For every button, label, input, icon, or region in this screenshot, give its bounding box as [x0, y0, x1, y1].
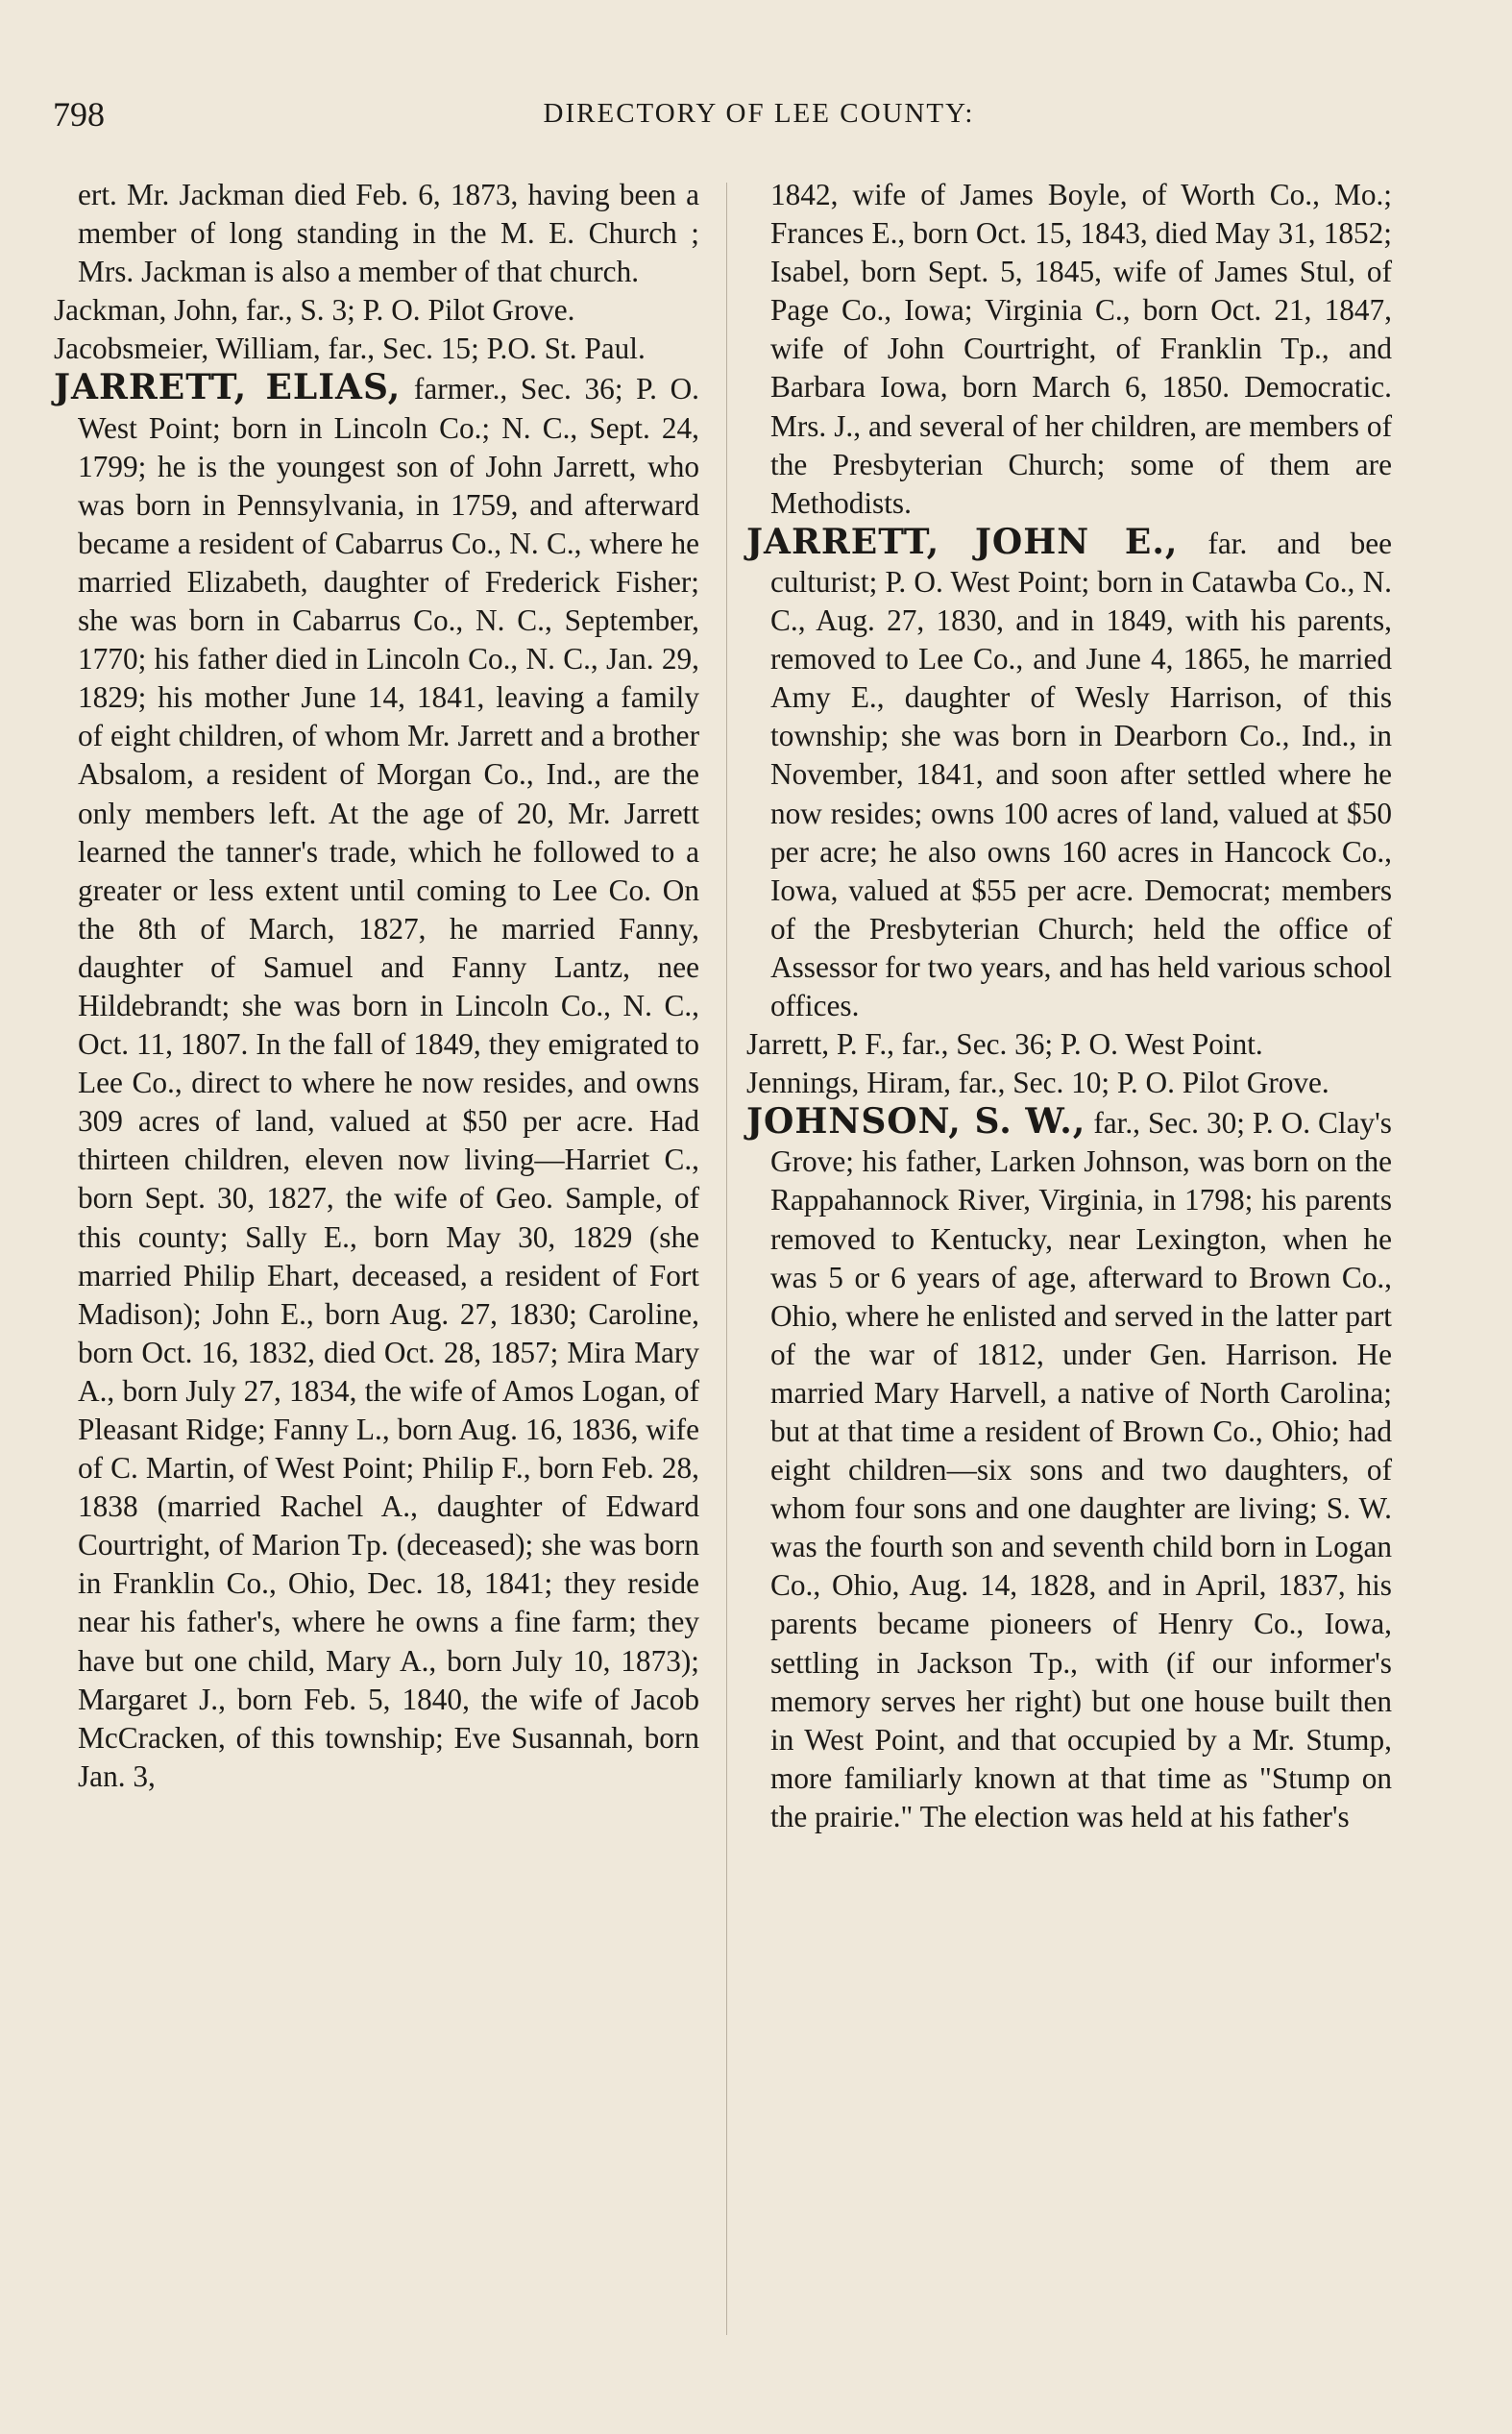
directory-entry — [746, 1025, 1392, 1064]
running-title: DIRECTORY OF LEE COUNTY: — [543, 98, 975, 129]
entry-name: JARRETT, JOHN E., — [746, 521, 1179, 562]
entry-text: Jarrett, P. F., far., Sec. 36; P. O. West Point. — [746, 1027, 1263, 1062]
directory-entry — [746, 523, 1392, 1025]
directory-entry — [54, 291, 699, 330]
entry-text: farmer., Sec. 36; P. O. West Point; born in Lincoln Co.; N. C., Sept. 24, 1799; he is the youngest son of John Jarrett, who was born in Pennsylvania, in 1759, and afterward became a resident of Cabarrus Co., N. C., where he married Elizabeth, daughter of Frederick Fisher; she was born in Cabarrus Co., N. C., September, 1770; his father died in Lincoln Co., N. C., Jan. 29, 1829; his mother June 14, 1841, leaving a family of eight children, of whom Mr. Jarrett and a brother Absalom, a resident of Morgan Co., Ind., are the only members left. At the age of 20, Mr. Jarrett learned the tanner's trade, which he followed to a greater or less extent until coming to Lee Co. On the 8th of March, 1827, he married Fanny, daughter of Samuel and Fanny Lantz, nee Hildebrandt; she was born in Lincoln Co., N. C., Oct. 11, 1807. In the fall of 1849, they emigrated to Lee Co., direct to where he now resides, and owns 309 acres of land, valued at $50 per acre. Had thirteen children, eleven now living—Harriet C., born Sept. 30, 1827, the wife of Geo. Sample, of this county; Sally E., born May 30, 1829 (she married Philip Ehart, deceased, a resident of Fort Madison); John E., born Aug. 27, 1830; Caroline, born Oct. 16, 1832, died Oct. 28, 1857; Mira Mary A., born July 27, 1834, the wife of Amos Logan, of Pleasant Ridge; Fanny L., born Aug. 16, 1836, wife of C. Martin, of West Point; Philip F., born Feb. 28, 1838 (married Rachel A., daughter of Edward Courtright, of Marion Tp. (deceased); she was born in Franklin Co., Ohio, Dec. 18, 1841; they reside near his father's, where he owns a fine farm; they have but one child, Mary A., born July 10, 1873); Margaret J., born Feb. 5, 1840, the wife of Jacob McCracken, of this township; Eve Susannah, born Jan. 3, — [78, 372, 699, 1793]
entry-text: far., Sec. 30; P. O. Clay's Grove; his father, Larken Johnson, was born on the Rappahannock River, Virginia, in 1798; his parents removed to Kentucky, near Lexington, when he was 5 or 6 years of age, afterward to Brown Co., Ohio, where he enlisted and served in the latter part of the war of 1812, under Gen. Harrison. He married Mary Harvell, a native of North Carolina; but at that time a resident of Brown Co., Ohio; had eight children—six sons and two daughters, of whom four sons and one daughter are living; S. W. was the fourth son and seventh child born in Logan Co., Ohio, Aug. 14, 1828, and in April, 1837, his parents became pioneers of Henry Co., Iowa, settling in Jackson Tp., with (if our informer's memory serves her right) but one house built then in West Point, and that occupied by a Mr. Stump, more familiarly known at that time as "Stump on the prairie." The election was held at his father's — [770, 1106, 1392, 1833]
entry-text: ert. Mr. Jackman died Feb. 6, 1873, having been a member of long standing in the M. E. Church ; Mrs. Jackman is also a member of that church. — [78, 178, 699, 289]
page-number: 798 — [53, 95, 105, 134]
left-column — [54, 176, 699, 1796]
right-column — [746, 176, 1392, 1836]
page-header — [53, 94, 1465, 136]
continued-entry — [54, 176, 699, 291]
directory-entry — [54, 368, 699, 1795]
directory-entry — [746, 1064, 1392, 1102]
entry-name: JARRETT, ELIAS, — [54, 367, 402, 408]
directory-entry — [54, 330, 699, 368]
entry-text: Jackman, John, far., S. 3; P. O. Pilot Grove. — [54, 293, 575, 328]
entry-text: far. and bee culturist; P. O. West Point; born in Catawba Co., N. C., Aug. 27, 1830, and in 1849, with his parents, removed to Lee Co., and June 4, 1865, he married Amy E., daughter of Wesly Harrison, of this township; she was born in Dearborn Co., Ind., in November, 1841, and soon after settled where he now resides; owns 100 acres of land, valued at $50 per acre; he also owns 160 acres in Hancock Co., Iowa, valued at $55 per acre. Democrat; members of the Presbyterian Church; held the office of Assessor for two years, and has held various school offices. — [770, 526, 1393, 1022]
entry-text: 1842, wife of James Boyle, of Worth Co., Mo.; Frances E., born Oct. 15, 1843, died May 31, 1852; Isabel, born Sept. 5, 1845, wife of James Stul, of Page Co., Iowa; Virginia C., born Oct. 21, 1847, wife of John Courtright, of Franklin Tp., and Barbara Iowa, born March 6, 1850. Democratic. Mrs. J., and several of her children, are members of the Presbyterian Church; some of them are Methodists. — [770, 178, 1392, 520]
entry-text: Jacobsmeier, William, far., Sec. 15; P.O. St. Paul. — [54, 332, 646, 366]
entry-text: Jennings, Hiram, far., Sec. 10; P. O. Pilot Grove. — [746, 1066, 1329, 1100]
continued-entry — [746, 176, 1392, 523]
column-divider — [726, 183, 727, 2335]
directory-entry — [746, 1102, 1392, 1836]
entry-name: JOHNSON, S. W., — [746, 1101, 1086, 1143]
